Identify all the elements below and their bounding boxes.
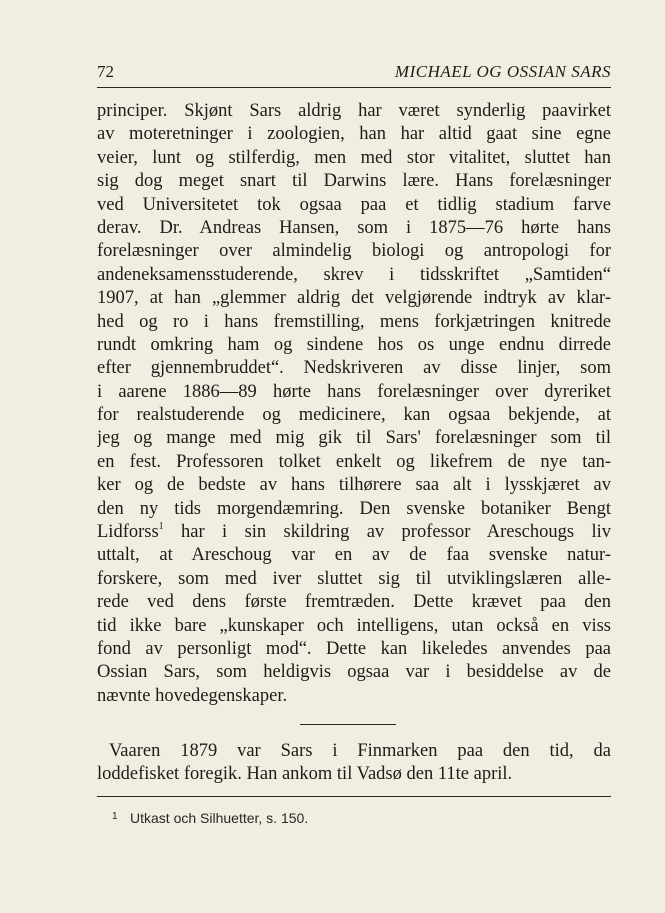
footnote-anchor-text: Lidforss: [97, 522, 159, 543]
section-divider: [300, 724, 396, 725]
text-line: den ny tids morgendæmring. Den svenske botaniker Bengt: [97, 498, 611, 519]
footnote-text: Utkast och Silhuetter, s. 150.: [130, 810, 309, 826]
text-line: Ossian Sars, som heldigvis ogsaa var i besiddelse av de: [97, 662, 611, 683]
text-line-with-footnote: [97, 521, 611, 544]
text-line: rede ved dens første fremtræden. Dette krævet paa den: [97, 592, 611, 613]
header-rule: [97, 87, 611, 88]
running-title: MICHAEL OG OSSIAN SARS: [394, 62, 611, 81]
text-line: for realstuderende og medicinere, kan ogsaa bekjende, at: [97, 405, 611, 426]
footnote-reference: 1: [158, 521, 164, 533]
text-line: nævnte hovedegenskaper.: [97, 685, 288, 706]
footnote-rule: [97, 796, 611, 797]
text-line: sig dog meget snart til Darwins lære. Hans forelæsninger: [97, 171, 611, 192]
text-line: ker og de bedste av hans tilhørere saa alt i lysskjæret av: [97, 475, 611, 496]
text-line: loddefisket foregik. Han ankom til Vadsø den 11te april.: [97, 764, 513, 785]
text-line: andeneksamensstuderende, skrev i tidsskriftet „Samtiden“: [97, 264, 611, 285]
text-line: ved Universitetet tok ogsaa paa et tidlig stadium farve: [97, 194, 611, 215]
page-number: 72: [97, 62, 114, 81]
text-line: i aarene 1886—89 hørte hans forelæsninger over dyreriket: [97, 381, 611, 402]
running-header: [97, 62, 611, 88]
footnote-line-rest: har i sin skildring av professor Areschougs liv: [163, 522, 611, 543]
text-line: tid ikke bare „kunskaper och intelligens, utan också en viss: [97, 615, 611, 636]
text-line: rundt omkring ham og sindene hos os unge endnu dirrede: [97, 334, 611, 355]
text-line: forskere, som med iver sluttet sig til utviklingslæren alle-: [97, 568, 611, 589]
text-line: jeg og mange med mig gik til Sars' forelæsninger som til: [97, 428, 611, 449]
text-line: en fest. Professoren tolket enkelt og likefrem de nye tan-: [97, 451, 611, 472]
text-line: derav. Dr. Andreas Hansen, som i 1875—76 hørte hans: [97, 217, 611, 238]
footnote-marker: 1: [112, 811, 118, 822]
text-line: fond av personligt mod“. Dette kan likeledes anvendes paa: [97, 638, 611, 659]
text-line: forelæsninger over almindelig biologi og antropologi for: [97, 241, 611, 262]
text-line: Vaaren 1879 var Sars i Finmarken paa den tid, da: [109, 741, 611, 761]
text-line: hed og ro i hans fremstilling, mens forkjætringen knitrede: [97, 311, 611, 332]
text-line: uttalt, at Areschoug var en av de faa svenske natur-: [97, 545, 611, 566]
footnote: [112, 810, 308, 826]
text-line: efter gjennembruddet“. Nedskriveren av disse linjer, som: [97, 358, 611, 379]
text-line: 1907, at han „glemmer aldrig det velgjørende indtryk av klar-: [97, 288, 611, 309]
text-line: av moteretninger i zoologien, han har altid gaat sine egne: [97, 124, 611, 145]
paragraph-1: [97, 100, 611, 708]
text-line: principer. Skjønt Sars aldrig har været synderlig paavirket: [97, 101, 611, 121]
text-line: veier, lunt og stilferdig, men med stor vitalitet, sluttet han: [97, 147, 611, 168]
paragraph-2: [97, 740, 611, 787]
